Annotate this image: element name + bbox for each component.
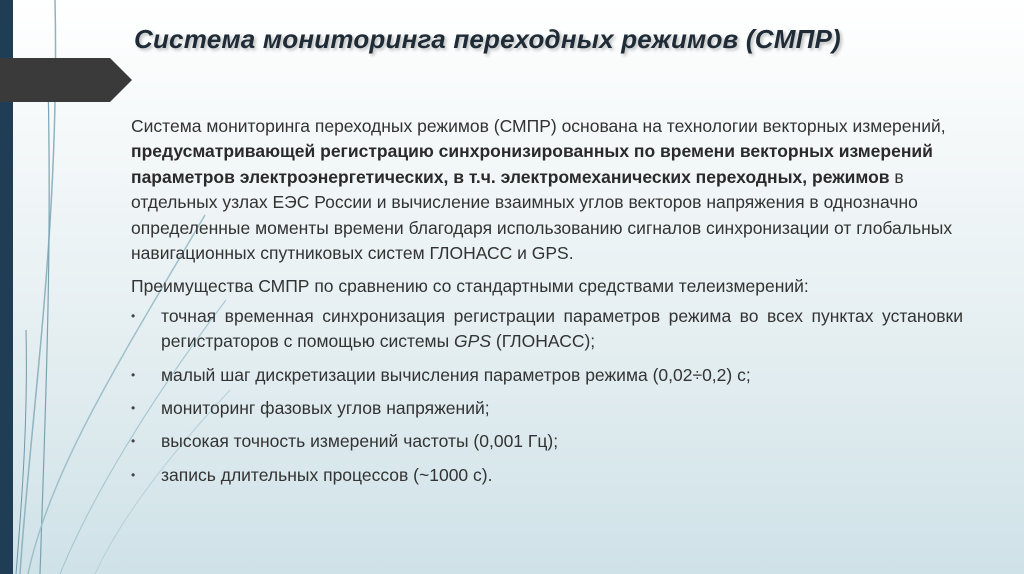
list-item-text: мониторинг фазовых углов напряжений;: [161, 398, 490, 419]
bullet-icon: •: [131, 308, 136, 323]
list-item-text: запись длительных процессов (~1000 с).: [161, 464, 493, 485]
bullet-icon: •: [131, 467, 136, 482]
advantages-heading: Преимущества СМПР по сравнению со стандартными средствами телеизмерений:: [131, 276, 809, 297]
intro-bold-text: предусматривающей регистрацию синхронизированных по времени векторных измерений параметров электроэнергетических, в т.ч. электромеханических переходных, режимов: [131, 141, 933, 187]
list-item-text: высокая точность измерений частоты (0,001 Гц);: [161, 431, 559, 452]
list-item-italic: GPS: [454, 331, 491, 352]
bullet-icon: •: [131, 434, 136, 449]
intro-text-1: Система мониторинга переходных режимов (СМПР) основана на технологии векторных измерений,: [131, 116, 946, 136]
list-item: [131, 363, 963, 388]
list-item: [131, 304, 963, 355]
intro-paragraph: [131, 114, 963, 266]
title-arrow-shape: [0, 58, 132, 102]
slide-content: [131, 114, 963, 496]
page-title: Система мониторинга переходных режимов (СМПР): [134, 24, 841, 54]
intro-text-2: в отдельных узлах ЕЭС России и вычисление взаимных углов векторов напряжения в однозначно определенные моменты времени благодаря использованию сигналов синхронизации от глобальных навигационных спутниковых систем ГЛОНАСС и GPS.: [131, 166, 953, 264]
bullet-icon: •: [131, 367, 136, 382]
list-item-text: (ГЛОНАСС);: [491, 331, 596, 352]
list-item-text: малый шаг дискретизации вычисления параметров режима (0,02÷0,2) с;: [161, 364, 751, 385]
bullet-icon: •: [131, 401, 136, 416]
list-item: [131, 429, 963, 454]
list-item: [131, 396, 963, 421]
list-item: [131, 463, 963, 488]
advantages-list: [131, 304, 963, 488]
list-item-text: точная временная синхронизация регистрации параметров режима во всех пунктах установки регистраторов с помощью системы: [161, 305, 963, 352]
